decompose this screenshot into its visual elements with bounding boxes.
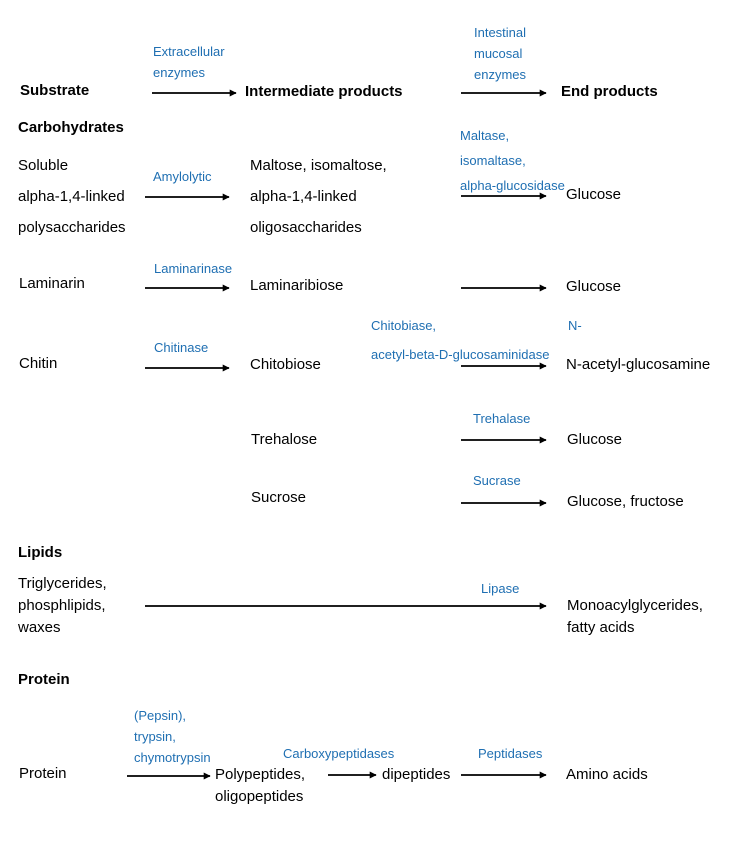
enzyme-sucrase: Sucrase (473, 473, 521, 488)
enzyme-pepsin-trypsin-chymotrypsin: (Pepsin), trypsin, chymotrypsin (134, 708, 211, 765)
enzyme-chitobiase: Chitobiase, (371, 318, 437, 333)
header-intestinal-mucosal-enzymes: Intestinal mucosal enzymes (474, 25, 527, 82)
enzyme-lipase: Lipase (481, 581, 520, 596)
enzyme-chitinase: Chitinase (154, 340, 209, 355)
end-product-prefix-n: N- (568, 318, 582, 333)
header-substrate: Substrate (20, 82, 90, 99)
substrate-triglycerides-phospholipids-waxes: Triglycerides, phosphlipids, waxes (18, 575, 107, 636)
enzyme-amylolytic: Amylolytic (153, 169, 212, 184)
section-heading-carbohydrates: Carbohydrates (18, 119, 124, 136)
header-intermediate-products: Intermediate products (245, 83, 403, 100)
end-product-amino-acids: Amino acids (566, 766, 648, 783)
enzyme-laminarinase: Laminarinase (154, 261, 233, 276)
substrate-soluble-polysaccharides: Soluble alpha-1,4-linked polysaccharides (18, 157, 126, 236)
header-end-products: End products (561, 83, 658, 100)
end-product-glucose-trehalose: Glucose (567, 431, 623, 448)
substrate-protein: Protein (19, 765, 67, 782)
substrate-chitin: Chitin (19, 355, 58, 372)
enzyme-peptidases: Peptidases (478, 746, 543, 761)
header-extracellular-enzymes: Extracellular enzymes (153, 44, 225, 80)
intermediate-trehalose: Trehalose (251, 431, 318, 448)
intermediate-dipeptides: dipeptides (382, 766, 451, 783)
substrate-laminarin: Laminarin (19, 275, 85, 292)
end-product-monoacylglycerides-fatty-acids: Monoacylglycerides, fatty acids (567, 597, 703, 636)
section-heading-lipids: Lipids (18, 544, 63, 561)
intermediate-chitobiose: Chitobiose (250, 356, 321, 373)
intermediate-polypeptides-oligopeptides: Polypeptides, oligopeptides (215, 766, 306, 805)
intermediate-laminaribiose: Laminaribiose (250, 277, 344, 294)
section-heading-protein: Protein (18, 671, 70, 688)
enzyme-acetyl-beta-d-glucosaminidase: acetyl-beta-D-glucosaminidase (371, 347, 550, 362)
end-product-glucose-soluble: Glucose (566, 186, 622, 203)
end-product-n-acetyl-glucosamine: N-acetyl-glucosamine (566, 356, 711, 373)
intermediate-sucrose: Sucrose (251, 489, 307, 506)
enzyme-maltase-isomaltase-alpha-glucosidase: Maltase, isomaltase, alpha-glucosidase (460, 128, 565, 193)
intermediate-maltose-oligosaccharides: Maltose, isomaltose, alpha-1,4-linked oligosaccharides (250, 157, 387, 236)
end-product-glucose-laminarin: Glucose (566, 278, 622, 295)
enzyme-carboxypeptidases: Carboxypeptidases (283, 746, 395, 761)
enzyme-trehalase: Trehalase (473, 411, 531, 426)
end-product-glucose-fructose: Glucose, fructose (567, 493, 684, 510)
